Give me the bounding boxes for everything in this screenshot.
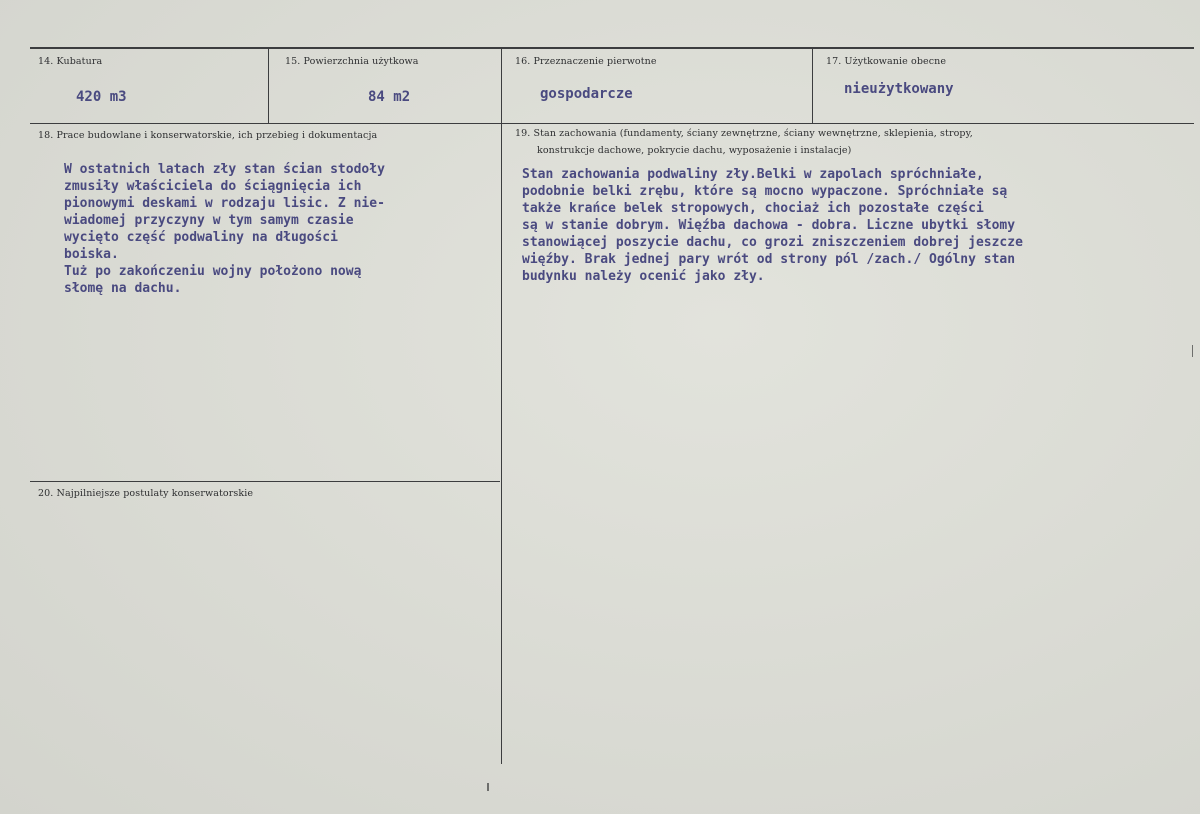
row1-bottom-rule <box>30 123 1194 124</box>
text-line: są w stanie dobrym. Więźba dachowa - dobra. Liczne ubytki słomy <box>522 218 1016 233</box>
text-line: wycięto część podwaliny na długości <box>64 230 338 245</box>
field18-bottom-rule <box>30 481 500 482</box>
prace-budowlane-label: 18. Prace budowlane i konserwatorskie, ich przebieg i dokumentacja <box>38 130 378 141</box>
text-line: Stan zachowania podwaliny zły.Belki w zapolach spróchniałe, <box>522 167 984 182</box>
uzytkowanie-label: 17. Użytkowanie obecne <box>826 56 947 67</box>
top-rule <box>30 47 1194 49</box>
text-line: boiska. <box>64 247 119 262</box>
stan-zachowania-label-cont: konstrukcje dachowe, pokrycie dachu, wyposażenie i instalacje) <box>537 145 852 156</box>
text-line: pionowymi deskami w rodzaju lisic. Z nie- <box>64 196 385 211</box>
przeznaczenie-value: gospodarcze <box>540 86 633 102</box>
text-line: budynku należy ocenić jako zły. <box>522 269 765 284</box>
text-line: także krańce belek stropowych, chociaż ich pozostałe części <box>522 201 984 216</box>
text-line: więźby. Brak jednej pary wrót od strony pól /zach./ Ogólny stan <box>522 252 1016 267</box>
pencil-mark <box>487 783 489 791</box>
text-line: słomę na dachu. <box>64 281 182 296</box>
divider-15-16 <box>501 48 502 123</box>
text-line: zmusiły właściciela do ściągnięcia ich <box>64 179 362 194</box>
text-line: Tuż po zakończeniu wojny położono nową <box>64 264 362 279</box>
edge-mark <box>1192 345 1193 357</box>
prace-budowlane-text <box>64 161 385 297</box>
stan-zachowania-text <box>522 166 1023 285</box>
text-line: W ostatnich latach zły stan ścian stodoły <box>64 162 385 177</box>
text-line: stanowiącej poszycie dachu, co grozi zniszczeniem dobrej jeszcze <box>522 235 1023 250</box>
divider-16-17 <box>812 48 813 123</box>
powierzchnia-value: 84 m2 <box>368 89 411 105</box>
text-line: wiadomej przyczyny w tym samym czasie <box>64 213 354 228</box>
postulaty-label: 20. Najpilniejsze postulaty konserwatorskie <box>38 488 254 499</box>
main-column-divider <box>501 123 502 764</box>
text-line: podobnie belki zrębu, które są mocno wypaczone. Spróchniałe są <box>522 184 1008 199</box>
divider-14-15 <box>268 48 269 123</box>
kubatura-label: 14. Kubatura <box>38 56 103 67</box>
stan-zachowania-label: 19. Stan zachowania (fundamenty, ściany zewnętrzne, ściany wewnętrzne, sklepienia, stropy, <box>515 128 973 139</box>
przeznaczenie-label: 16. Przeznaczenie pierwotne <box>515 56 657 67</box>
uzytkowanie-value: nieużytkowany <box>844 81 954 97</box>
kubatura-value: 420 m3 <box>76 89 127 105</box>
powierzchnia-label: 15. Powierzchnia użytkowa <box>285 56 419 67</box>
